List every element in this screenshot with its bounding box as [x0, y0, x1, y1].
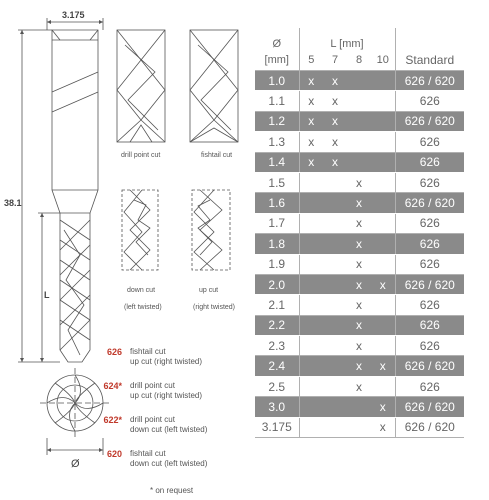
- cell-length-5: [299, 315, 323, 335]
- table-row: [255, 356, 464, 376]
- cell-length-5: [299, 376, 323, 396]
- cell-standard: 626: [395, 234, 464, 254]
- cell-diameter: 1.3: [255, 132, 299, 152]
- cell-length-5: x: [299, 152, 323, 172]
- legend-item-624: [96, 379, 256, 413]
- cell-length-7: [323, 417, 347, 437]
- header-length: L [mm]: [330, 38, 364, 50]
- cell-length-10: x: [371, 397, 395, 417]
- cell-length-7: [323, 315, 347, 335]
- cell-length-10: [371, 336, 395, 356]
- cell-length-10: x: [371, 417, 395, 437]
- cell-diameter: 2.2: [255, 315, 299, 335]
- cell-diameter: 1.7: [255, 213, 299, 233]
- cell-standard: 626 / 620: [395, 417, 464, 437]
- cell-length-5: [299, 193, 323, 213]
- legend-description: fishtail cut up cut (right twisted): [130, 347, 203, 366]
- cell-length-8: x: [347, 376, 371, 396]
- cell-length-5: [299, 213, 323, 233]
- table-row: [255, 397, 464, 417]
- cell-length-5: x: [299, 91, 323, 111]
- cell-standard: 626: [395, 376, 464, 396]
- table-row: [255, 295, 464, 315]
- cell-length-10: [371, 172, 395, 192]
- cell-length-7: x: [323, 132, 347, 152]
- table-row: [255, 172, 464, 192]
- cell-length-10: [371, 315, 395, 335]
- legend-description: fishtail cut down cut (left twisted): [130, 449, 208, 468]
- legend-item-620: [96, 447, 256, 481]
- cell-length-10: [371, 193, 395, 213]
- up-cut-note: (right twisted): [193, 304, 236, 311]
- legend-code: 626: [106, 347, 122, 357]
- legend-code: 620: [106, 449, 122, 459]
- cell-length-8: x: [347, 315, 371, 335]
- cell-length-10: [371, 132, 395, 152]
- table-row: [255, 71, 464, 91]
- cell-standard: 626: [395, 172, 464, 192]
- cell-length-7: [323, 172, 347, 192]
- table-row: [255, 274, 464, 294]
- shank-diameter-label: 3.175: [62, 10, 85, 20]
- cell-diameter: 2.0: [255, 274, 299, 294]
- down-cut-label: down cut: [127, 287, 156, 294]
- legend-description: drill point cut up cut (right twisted): [130, 381, 203, 400]
- cell-length-10: [371, 295, 395, 315]
- cell-diameter: 2.5: [255, 376, 299, 396]
- cell-length-8: [347, 152, 371, 172]
- table-row: [255, 315, 464, 335]
- cell-length-10: [371, 71, 395, 91]
- header-length-5: 5: [299, 50, 323, 71]
- cell-length-7: [323, 234, 347, 254]
- header-diameter: Ø: [255, 28, 299, 50]
- header-length-10: 10: [371, 50, 395, 71]
- cell-length-8: x: [347, 356, 371, 376]
- cell-length-5: [299, 356, 323, 376]
- table-header-row: [255, 50, 464, 71]
- cell-length-8: x: [347, 172, 371, 192]
- cell-standard: 626: [395, 315, 464, 335]
- cell-length-7: [323, 213, 347, 233]
- spec-table-body: [255, 71, 464, 438]
- cell-length-10: [371, 111, 395, 131]
- spec-table: [255, 28, 464, 438]
- cell-length-8: [347, 71, 371, 91]
- cell-length-8: x: [347, 193, 371, 213]
- cell-length-7: [323, 336, 347, 356]
- cell-diameter: 1.9: [255, 254, 299, 274]
- footnote: * on request: [150, 486, 194, 495]
- cell-standard: 626: [395, 254, 464, 274]
- cell-standard: 626: [395, 91, 464, 111]
- cell-length-8: [347, 417, 371, 437]
- cell-length-8: x: [347, 213, 371, 233]
- cell-length-5: [299, 172, 323, 192]
- down-cut-note: (left twisted): [124, 304, 162, 311]
- legend-item-622: [96, 413, 256, 447]
- cell-length-5: [299, 336, 323, 356]
- cell-length-8: x: [347, 274, 371, 294]
- table-row: [255, 234, 464, 254]
- total-length-label: 38.1: [4, 198, 22, 208]
- cell-diameter: 1.6: [255, 193, 299, 213]
- cell-diameter: 1.4: [255, 152, 299, 172]
- cell-length-8: [347, 91, 371, 111]
- cell-standard: 626: [395, 213, 464, 233]
- table-row: [255, 376, 464, 396]
- cell-length-7: [323, 254, 347, 274]
- legend-item-626: [96, 345, 256, 379]
- cell-length-7: x: [323, 111, 347, 131]
- up-cut-label: up cut: [199, 287, 219, 294]
- table-row: [255, 193, 464, 213]
- cell-standard: 626: [395, 295, 464, 315]
- cell-length-7: [323, 193, 347, 213]
- cell-length-5: [299, 274, 323, 294]
- cell-length-7: x: [323, 71, 347, 91]
- cell-standard: 626 / 620: [395, 71, 464, 91]
- header-unit: [mm]: [255, 50, 299, 71]
- table-row: [255, 213, 464, 233]
- cell-diameter: 2.4: [255, 356, 299, 376]
- header-length-7: 7: [323, 50, 347, 71]
- cell-length-8: x: [347, 254, 371, 274]
- product-code-legend: [96, 345, 256, 481]
- cell-diameter: 2.1: [255, 295, 299, 315]
- cell-standard: 626: [395, 152, 464, 172]
- cell-length-8: [347, 132, 371, 152]
- header-standard: Standard: [395, 50, 464, 71]
- table-row: [255, 91, 464, 111]
- cell-standard: 626 / 620: [395, 193, 464, 213]
- table-header-row: [255, 28, 464, 50]
- cell-length-10: [371, 254, 395, 274]
- cell-length-5: [299, 254, 323, 274]
- cell-length-7: x: [323, 91, 347, 111]
- cell-length-5: [299, 417, 323, 437]
- cell-length-10: [371, 213, 395, 233]
- drill-point-cut-label: drill point cut: [121, 152, 161, 159]
- fishtail-cut-label: fishtail cut: [201, 152, 233, 159]
- cell-length-7: [323, 356, 347, 376]
- cell-diameter: 3.0: [255, 397, 299, 417]
- cell-diameter: 2.3: [255, 336, 299, 356]
- table-row: [255, 336, 464, 356]
- cell-length-5: [299, 295, 323, 315]
- cell-length-10: x: [371, 356, 395, 376]
- table-row: [255, 152, 464, 172]
- cell-diameter: 1.0: [255, 71, 299, 91]
- cell-length-10: [371, 152, 395, 172]
- cell-diameter: 1.2: [255, 111, 299, 131]
- cell-length-7: [323, 376, 347, 396]
- cell-diameter: 1.5: [255, 172, 299, 192]
- cell-length-5: [299, 397, 323, 417]
- cell-length-8: [347, 111, 371, 131]
- cell-length-5: x: [299, 111, 323, 131]
- table-row: [255, 132, 464, 152]
- cell-length-8: x: [347, 295, 371, 315]
- cut-length-label: L: [44, 290, 50, 300]
- cell-standard: 626 / 620: [395, 397, 464, 417]
- cell-length-10: x: [371, 274, 395, 294]
- cell-length-8: x: [347, 336, 371, 356]
- cell-length-10: [371, 91, 395, 111]
- cell-length-10: [371, 234, 395, 254]
- cell-length-5: [299, 234, 323, 254]
- cell-standard: 626 / 620: [395, 111, 464, 131]
- header-standard-spacer: [395, 28, 464, 50]
- cell-standard: 626 / 620: [395, 274, 464, 294]
- legend-description: drill point cut down cut (left twisted): [130, 415, 208, 434]
- cell-length-10: [371, 376, 395, 396]
- cell-length-8: [347, 397, 371, 417]
- cell-standard: 626 / 620: [395, 356, 464, 376]
- cell-diameter: 1.8: [255, 234, 299, 254]
- legend-code: 622*: [103, 415, 122, 425]
- legend-code: 624*: [103, 381, 122, 391]
- cell-standard: 626: [395, 132, 464, 152]
- cell-length-7: [323, 274, 347, 294]
- table-row: [255, 254, 464, 274]
- cell-length-5: x: [299, 132, 323, 152]
- cell-length-5: x: [299, 71, 323, 91]
- cell-length-7: [323, 397, 347, 417]
- header-length-8: 8: [347, 50, 371, 71]
- diameter-symbol: Ø: [71, 458, 80, 470]
- cell-length-7: x: [323, 152, 347, 172]
- cell-length-8: x: [347, 234, 371, 254]
- cell-standard: 626: [395, 336, 464, 356]
- cell-length-7: [323, 295, 347, 315]
- cell-diameter: 1.1: [255, 91, 299, 111]
- table-row: [255, 417, 464, 437]
- cell-diameter: 3.175: [255, 417, 299, 437]
- table-row: [255, 111, 464, 131]
